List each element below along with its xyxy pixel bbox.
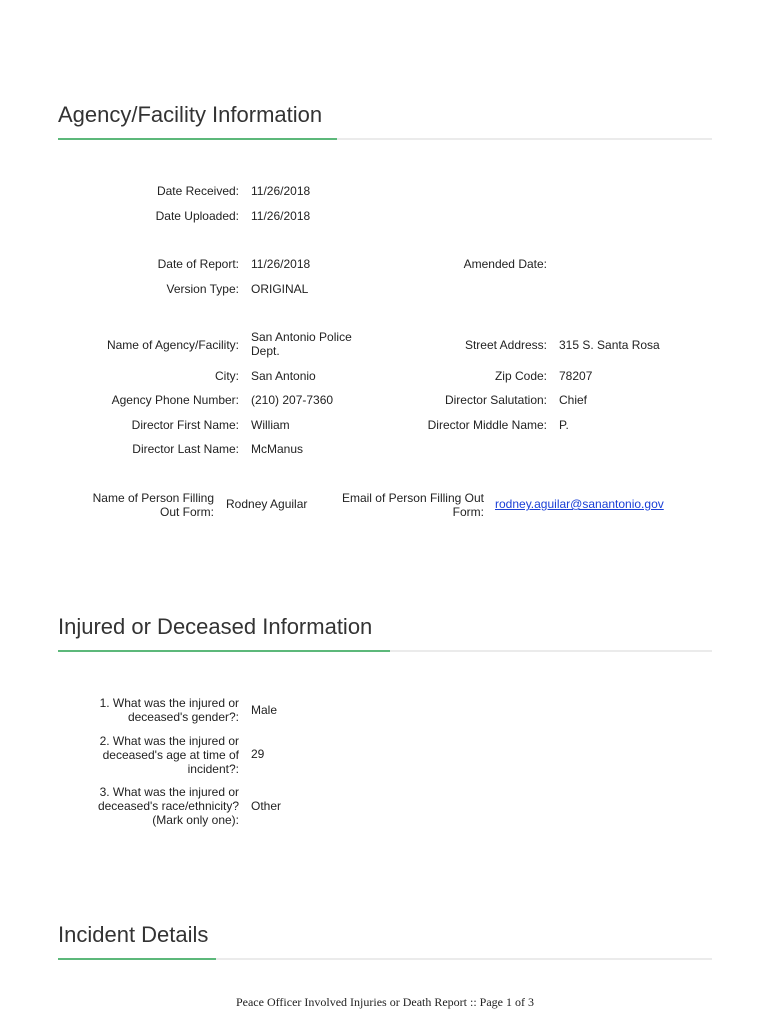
agency-section-divider	[58, 138, 712, 140]
incident-section-title: Incident Details	[58, 922, 209, 947]
gender-question-line-1: 1. What was the injured or	[99, 696, 239, 710]
agency-name-line-2: Dept.	[251, 344, 280, 358]
street-address-label: Street Address:	[464, 338, 547, 352]
director-first-name-value: William	[251, 418, 290, 432]
amended-date-label: Amended Date:	[463, 257, 547, 271]
agency-name-line-1: San Antonio Police	[251, 330, 352, 344]
race-question-line-1: 3. What was the injured or	[99, 785, 239, 799]
age-question-line-2: deceased's age at time of	[102, 748, 239, 762]
injured-section-divider	[58, 650, 712, 652]
injured-section-title: Injured or Deceased Information	[58, 614, 373, 639]
version-type-label: Version Type:	[166, 282, 239, 296]
filer-email-label	[342, 491, 484, 519]
director-first-name-label: Director First Name:	[131, 418, 239, 432]
director-middle-name-value: P.	[559, 418, 569, 432]
race-question-line-3: (Mark only one):	[152, 813, 239, 827]
director-salutation-label: Director Salutation:	[444, 393, 547, 407]
agency-section-title: Agency/Facility Information	[58, 102, 323, 127]
date-received-value: 11/26/2018	[251, 184, 311, 198]
age-question	[100, 734, 239, 776]
date-uploaded-value: 11/26/2018	[251, 209, 311, 223]
filer-name-label-line-1: Name of Person Filling	[92, 491, 214, 505]
agency-phone-label: Agency Phone Number:	[111, 393, 239, 407]
age-question-line-3: incident?:	[187, 762, 239, 776]
agency-phone-value: (210) 207-7360	[251, 393, 334, 407]
agency-name-label: Name of Agency/Facility:	[106, 338, 239, 352]
race-question	[98, 785, 239, 827]
version-type-value: ORIGINAL	[251, 282, 309, 296]
gender-answer: Male	[251, 703, 278, 717]
filer-email-link[interactable]: rodney.aguilar@sanantonio.gov	[495, 497, 664, 511]
age-answer: 29	[251, 747, 265, 761]
race-answer: Other	[251, 799, 282, 813]
gender-question-line-2: deceased's gender?:	[127, 710, 239, 724]
zip-code-label: Zip Code:	[494, 369, 547, 383]
age-question-line-1: 2. What was the injured or	[99, 734, 239, 748]
gender-question	[100, 696, 239, 724]
filer-name-label-line-2: Out Form:	[159, 505, 214, 519]
filer-email-label-line-2: Form:	[452, 505, 484, 519]
city-label: City:	[215, 369, 239, 383]
filer-name-value: Rodney Aguilar	[226, 497, 308, 511]
date-of-report-label: Date of Report:	[157, 257, 239, 271]
race-question-line-2: deceased's race/ethnicity?	[97, 799, 239, 813]
filer-name-label	[93, 491, 214, 519]
page-footer: Peace Officer Involved Injuries or Death Report :: Page 1 of 3	[235, 995, 534, 1009]
date-uploaded-label: Date Uploaded:	[155, 209, 239, 223]
agency-name-value	[251, 330, 352, 358]
director-last-name-label: Director Last Name:	[132, 442, 239, 456]
director-last-name-value: McManus	[251, 442, 304, 456]
director-salutation-value: Chief	[559, 393, 588, 407]
zip-code-value: 78207	[559, 369, 593, 383]
city-value: San Antonio	[251, 369, 316, 383]
street-address-value: 315 S. Santa Rosa	[559, 338, 660, 352]
director-middle-name-label: Director Middle Name:	[427, 418, 547, 432]
date-of-report-value: 11/26/2018	[251, 257, 311, 271]
incident-section-divider	[58, 958, 712, 960]
date-received-label: Date Received:	[156, 184, 239, 198]
filer-email-label-line-1: Email of Person Filling Out	[341, 491, 484, 505]
